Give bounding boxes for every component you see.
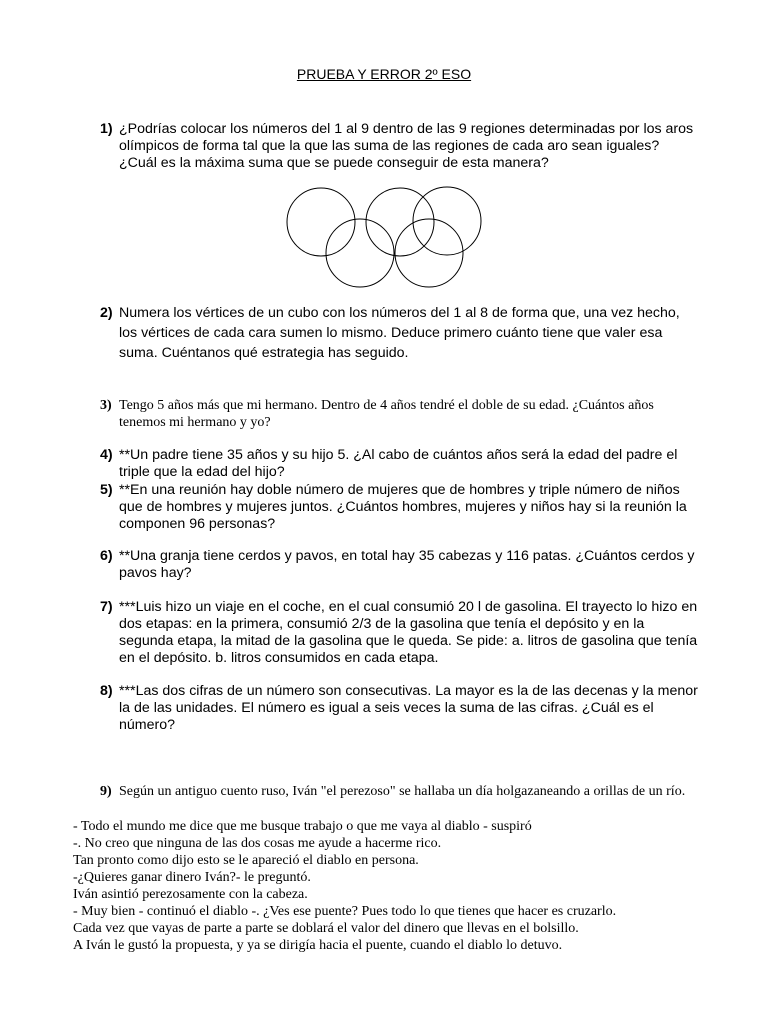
question-5: [100, 482, 700, 533]
question-1: [100, 121, 700, 172]
story-line: A Iván le gustó la propuesta, y ya se dirigía hacia el puente, cuando el diablo lo detuvo.: [73, 938, 563, 953]
question-number: 2): [100, 305, 113, 321]
question-text: ¿Podrías colocar los números del 1 al 9 dentro de las 9 regiones determinadas por los aros olímpicos de forma tal que la que las suma de las regiones de cada aro sean iguales? ¿Cuál es la máxima suma que se puede conseguir de esta manera?: [119, 121, 694, 171]
story-line: -. No creo que ninguna de las dos cosas me ayude a hacerme rico.: [73, 836, 442, 851]
story-line: Tan pronto como dijo esto se le apareció el diablo en persona.: [73, 853, 419, 868]
olympic-rings-icon: [280, 183, 490, 291]
question-number: 8): [100, 683, 113, 699]
question-2: [100, 303, 700, 363]
question-text: Según un antiguo cuento ruso, Iván "el perezoso" se hallaba un día holgazaneando a orillas de un río.: [119, 784, 686, 799]
question-text: **En una reunión hay doble número de mujeres que de hombres y triple número de niños que de hombres y mujeres juntos. ¿Cuántos hombres, mujeres y niños hay si la reunión la componen 96 personas?: [119, 482, 687, 532]
question-number: 5): [100, 482, 113, 498]
question-number: 6): [100, 548, 113, 564]
question-text: ***Luis hizo un viaje en el coche, en el cual consumió 20 l de gasolina. El trayecto lo hizo en dos etapas: en la primera, consumió 2/3 de la gasolina que tenía el depósito y en la segunda etapa, la mitad de la gasolina que le queda. Se pide: a. litros de gasolina que tenía en el depósito. b. litros consumidos en cada etapa.: [119, 599, 698, 666]
question-7: [100, 599, 700, 667]
document-title: PRUEBA Y ERROR 2º ESO: [296, 66, 472, 82]
question-number: 9): [100, 784, 112, 799]
question-3: [100, 398, 696, 431]
question-6: [100, 548, 700, 582]
question-number: 4): [100, 447, 113, 463]
ring-bottom-right: [395, 219, 463, 287]
story-line: Iván asintió perezosamente con la cabeza.: [73, 887, 308, 902]
question-text: **Una granja tiene cerdos y pavos, en total hay 35 cabezas y 116 patas. ¿Cuántos cerdos y pavos hay?: [119, 548, 695, 581]
story-line: - Muy bien - continuó el diablo -. ¿Ves ese puente? Pues todo lo que tienes que hacer es cruzarlo.: [73, 904, 617, 919]
question-number: 1): [100, 121, 113, 137]
ring-bottom-left: [326, 219, 394, 287]
story-line: Cada vez que vayas de parte a parte se doblará el valor del dinero que llevas en el bolsillo.: [73, 921, 579, 936]
ring-top-right: [413, 187, 481, 255]
question-4: [100, 447, 700, 481]
story-line: -¿Quieres ganar dinero Iván?- le preguntó.: [73, 870, 311, 885]
question-text: **Un padre tiene 35 años y su hijo 5. ¿Al cabo de cuántos años será la edad del padre el triple que la edad del hijo?: [119, 447, 678, 480]
question-text: ***Las dos cifras de un número son consecutivas. La mayor es la de las decenas y la menor la de las unidades. El número es igual a seis veces la suma de las cifras. ¿Cuál es el número?: [119, 683, 698, 733]
question-text: Numera los vértices de un cubo con los números del 1 al 8 de forma que, una vez hecho, los vértices de cada cara sumen lo mismo. Deduce primero cuánto tiene que valer esa suma. Cuéntanos qué estrategia has seguido.: [119, 305, 680, 361]
question-number: 7): [100, 599, 113, 615]
question-8: [100, 683, 700, 734]
ring-top-left: [287, 188, 355, 256]
question-number: 3): [100, 398, 112, 413]
question-9: [100, 784, 698, 801]
story-line: - Todo el mundo me dice que me busque trabajo o que me vaya al diablo - suspiró: [73, 819, 532, 834]
question-text: Tengo 5 años más que mi hermano. Dentro de 4 años tendré el doble de su edad. ¿Cuántos años tenemos mi hermano y yo?: [119, 398, 654, 430]
story-text: [73, 818, 733, 954]
